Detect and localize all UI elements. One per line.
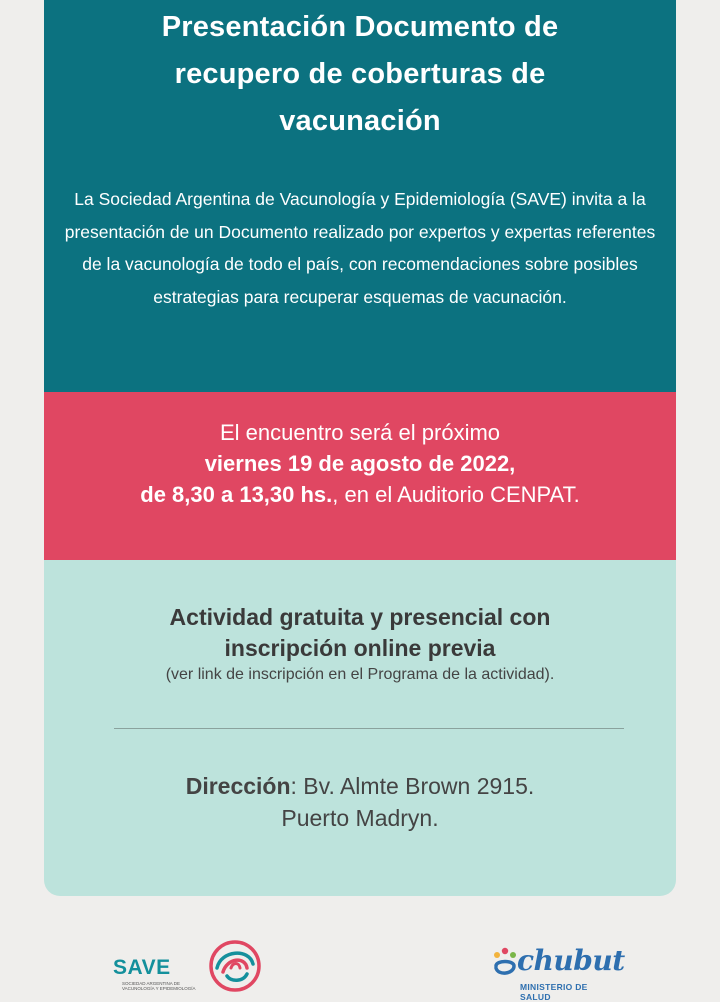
intro-paragraph: La Sociedad Argentina de Vacunología y Epidemiología (SAVE) invita a la presentación de un Documento realizado por expertos y expertas referentes de la vacunología de todo el país, con recomendaciones sobre posibles estrategias para recuperar esquemas de vacunación. (64, 189, 656, 307)
chubut-mark-icon (490, 946, 520, 980)
event-place: , en el Auditorio CENPAT. (332, 482, 580, 507)
title-line: Presentación Documento de (161, 11, 559, 43)
address-line-1 (44, 770, 676, 802)
registration-note: (ver link de inscripción en el Programa de la actividad). (165, 666, 555, 683)
activity-section (44, 560, 676, 896)
event-date: viernes 19 de agosto de 2022, (204, 451, 516, 476)
divider (114, 728, 624, 729)
event-time: de 8,30 a 13,30 hs. (140, 482, 333, 507)
event-time-place (44, 479, 676, 510)
save-logo-text: SAVE (113, 956, 171, 979)
chubut-logo (490, 940, 625, 1002)
page-title (44, 4, 676, 145)
title-line: vacunación (279, 105, 441, 137)
activity-line: Actividad gratuita y presencial con (169, 604, 551, 630)
event-intro: El encuentro será el próximo (219, 420, 501, 445)
event-details (44, 417, 676, 510)
chubut-logo-text: chubut (517, 944, 625, 977)
save-logo (113, 938, 268, 998)
activity-line: inscripción online previa (224, 635, 496, 661)
activity-heading (44, 602, 676, 664)
title-line: recupero de coberturas de (174, 58, 546, 90)
address-label: Dirección (185, 773, 291, 799)
address-street: : Bv. Almte Brown 2915. (290, 773, 535, 799)
save-logo-subtitle: SOCIEDAD ARGENTINA DE VACUNOLOGÍA Y EPIDEMIOLOGÍA (122, 981, 196, 991)
event-section (44, 392, 676, 560)
address (44, 770, 676, 834)
header-section (44, 0, 676, 392)
chubut-logo-subtitle: MINISTERIO DE SALUD (520, 982, 588, 1002)
address-city: Puerto Madryn. (281, 805, 439, 831)
save-swirl-icon (207, 938, 263, 994)
footer (0, 930, 720, 1000)
